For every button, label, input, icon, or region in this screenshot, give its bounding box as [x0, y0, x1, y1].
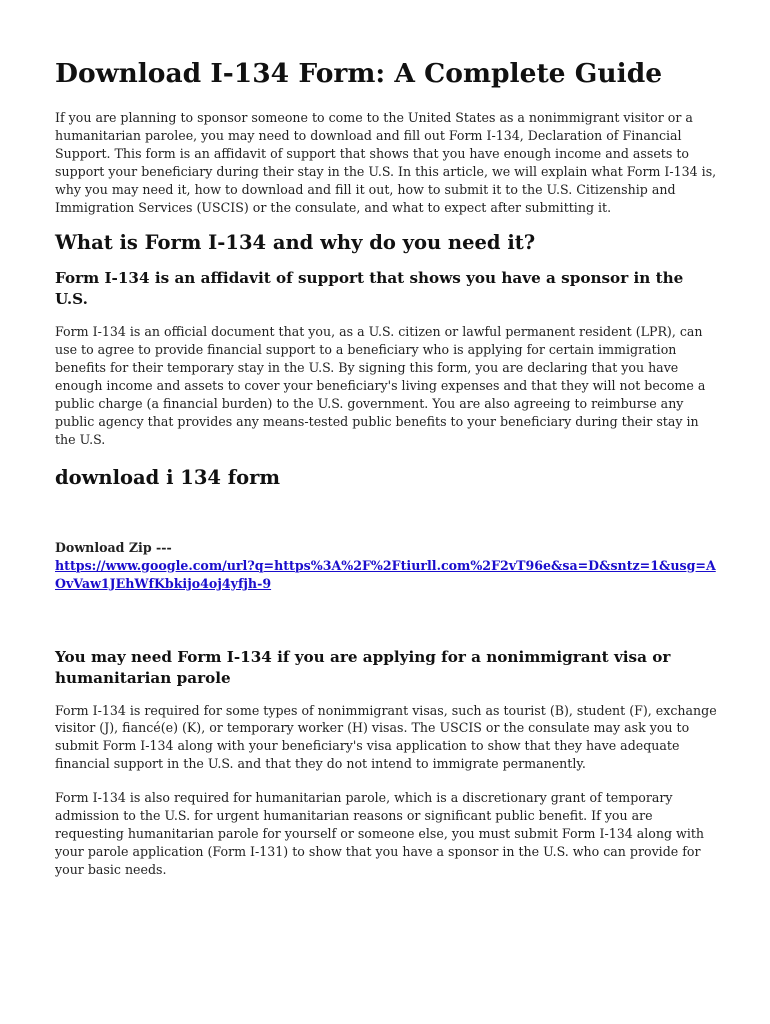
download-zip-label: Download Zip ---	[55, 539, 172, 555]
subheading-affidavit: Form I-134 is an affidavit of support that shows you have a sponsor in the U.S.	[55, 269, 684, 309]
download-link[interactable]: https://www.google.com/url?q=https%3A%2F%2Ftiurll.com%2F2vT96e&sa=D&sntz=1&usg=AOvVaw1JEhWfKbkijo4oj4yfjh-9	[55, 557, 716, 591]
subheading-nonimmigrant-visa: You may need Form I-134 if you are applying for a nonimmigrant visa or humanitarian parole	[55, 647, 671, 687]
section-heading-what-is-form: What is Form I-134 and why do you need it?	[55, 231, 536, 255]
section-heading-download: download i 134 form	[55, 465, 281, 489]
paragraph-humanitarian-parole: Form I-134 is also required for humanitarian parole, which is a discretionary grant of temporary admission to the U.S. for urgent humanitarian reasons or significant public benefit. If you are requesting humanitarian parole for yourself or someone else, you must submit Form I-134 along with your parole application (Form I-131) to show that you have a sponsor in the U.S. who can provide for your basic needs.	[55, 790, 705, 877]
download-block	[55, 539, 720, 593]
paragraph-visa-types: Form I-134 is required for some types of nonimmigrant visas, such as tourist (B), student (F), exchange visitor (J), fiancé(e) (K), or temporary worker (H) visas. The USCIS or the consulate may ask you to submit Form I-134 along with your beneficiary's visa application to show that they have adequate financial support in the U.S. and that they do not intend to immigrate permanently.	[55, 702, 717, 772]
document-page	[55, 56, 720, 895]
paragraph-official-document: Form I-134 is an official document that you, as a U.S. citizen or lawful permanent resident (LPR), can use to agree to provide financial support to a beneficiary who is applying for certain immigration benefits for their temporary stay in the U.S. By signing this form, you are declaring that you have enough income and assets to cover your beneficiary's living expenses and that they will not become a public charge (a financial burden) to the U.S. government. You are also agreeing to reimburse any public agency that provides any means-tested public benefits to your beneficiary during their stay in the U.S.	[55, 324, 706, 447]
page-title: Download I-134 Form: A Complete Guide	[55, 58, 663, 89]
intro-paragraph: If you are planning to sponsor someone to come to the United States as a nonimmigrant visitor or a humanitarian parolee, you may need to download and fill out Form I-134, Declaration of Financial Support. This form is an affidavit of support that shows that you have enough income and assets to support your beneficiary during their stay in the U.S. In this article, we will explain what Form I-134 is, why you may need it, how to download and fill it out, how to submit it to the U.S. Citizenship and Immigration Services (USCIS) or the consulate, and what to expect after submitting it.	[55, 110, 717, 215]
